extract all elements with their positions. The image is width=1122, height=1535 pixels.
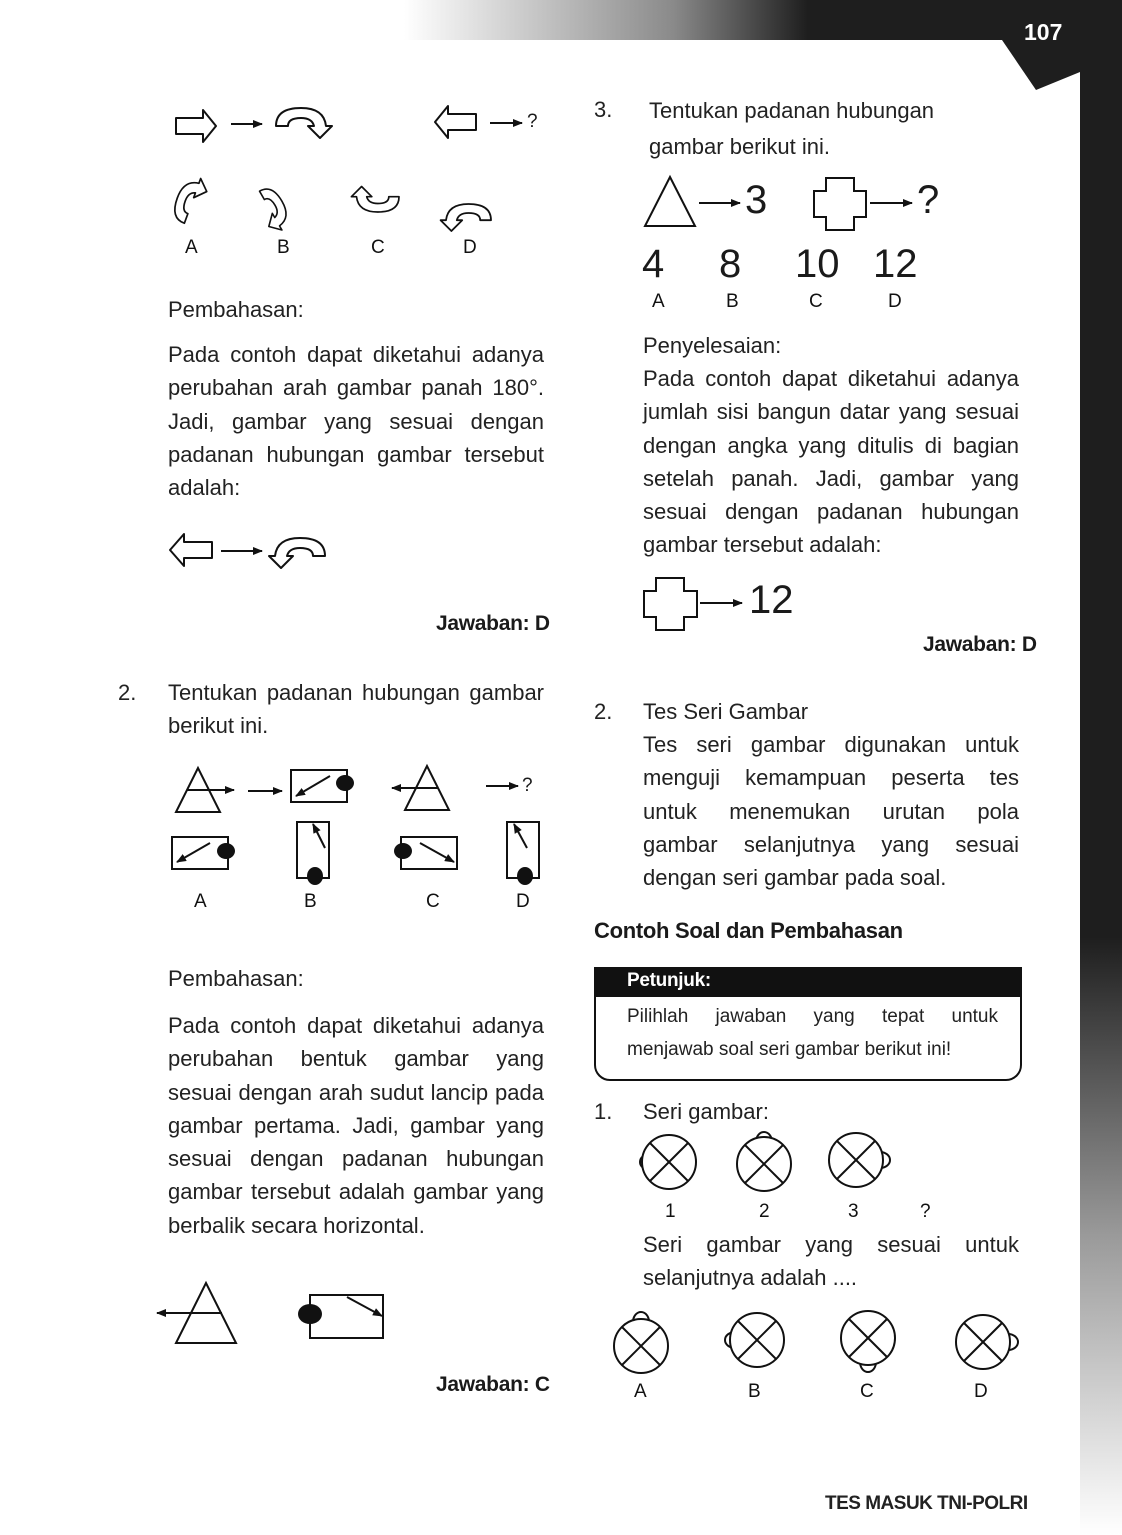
- q2-option-b: B: [304, 891, 317, 912]
- page-footer: TES MASUK TNI-POLRI: [825, 1493, 1028, 1514]
- series-1-icon: [640, 1135, 696, 1189]
- q2-option-a: A: [194, 891, 207, 912]
- q1-option-b: B: [277, 237, 290, 258]
- q3-choice-c: 10: [795, 242, 840, 286]
- q3-penyelesaian-heading: Penyelesaian:: [643, 333, 782, 358]
- petunjuk-title: Petunjuk:: [627, 970, 711, 991]
- option-d-circle-icon: [956, 1315, 1018, 1369]
- q3-option-d: D: [888, 291, 902, 312]
- section2-number: 2.: [594, 699, 613, 724]
- option-c-circle-icon: [841, 1311, 895, 1372]
- q1-pembahasan-heading: Pembahasan:: [168, 297, 304, 322]
- q3-question-mark: ?: [917, 178, 940, 222]
- q2-pembahasan-text: Pada contoh dapat diketahui adanya perubahan bentuk gambar yang sesuai dengan arah sudut lancip pada gambar pertama. Jadi, gambar yang sesuai dengan padanan hubungan gambar tersebut adalah gambar yang berbalik secara horizontal.: [168, 1013, 544, 1238]
- seri-option-d: D: [974, 1381, 988, 1402]
- seri-label-1: 1: [665, 1201, 676, 1222]
- q1-question-mark: ?: [527, 111, 538, 132]
- seri-option-c: C: [860, 1381, 874, 1402]
- seri-question: Seri gambar yang sesuai untuk selanjutnya adalah ....: [643, 1232, 1019, 1291]
- seri-label-2: 2: [759, 1201, 770, 1222]
- q3-option-a: A: [652, 291, 665, 312]
- q3-penyelesaian-text: Pada contoh dapat diketahui adanya jumlah sisi bangun datar yang sesuai dengan angka yang ditulis di bagian setelah panah. Jadi, gambar yang sesuai dengan padanan hubungan gambar tersebut adalah:: [643, 366, 1019, 558]
- series-2-icon: [737, 1132, 791, 1191]
- option-b-circle-icon: [725, 1313, 784, 1367]
- seri-label-3: 3: [848, 1201, 859, 1222]
- section2-title: Tes Seri Gambar: [643, 699, 809, 724]
- series-3-icon: [829, 1133, 890, 1187]
- seri-option-a: A: [634, 1381, 647, 1402]
- seri-label-question: ?: [920, 1201, 931, 1222]
- q1-answer: Jawaban: D: [436, 612, 550, 635]
- q3-question: Tentukan padanan hubungan gambar berikut ini.: [649, 98, 935, 159]
- q3-result-value: 12: [749, 578, 794, 622]
- q2-answer: Jawaban: C: [436, 1373, 550, 1396]
- q2-question: Tentukan padanan hubungan gambar berikut ini.: [168, 680, 544, 739]
- q3-answer: Jawaban: D: [923, 633, 1037, 656]
- q1-option-c: C: [371, 237, 385, 258]
- q2-option-d: D: [516, 891, 530, 912]
- seri-title: Seri gambar:: [643, 1099, 769, 1124]
- q3-option-c: C: [809, 291, 823, 312]
- q1-option-d: D: [463, 237, 477, 258]
- q2-pembahasan-heading: Pembahasan:: [168, 966, 304, 991]
- seri-option-b: B: [748, 1381, 761, 1402]
- q1-pembahasan-text: Pada contoh dapat diketahui adanya perubahan arah gambar panah 180°. Jadi, gambar yang sesuai dengan padanan hubungan gambar tersebut adalah:: [168, 342, 544, 501]
- q3-choice-b: 8: [719, 242, 742, 286]
- q3-number: 3.: [594, 97, 613, 122]
- q3-choice-a: 4: [642, 242, 665, 286]
- q3-choice-d: 12: [873, 242, 918, 286]
- q2-number: 2.: [118, 680, 137, 705]
- page-number: 107: [1024, 19, 1063, 45]
- section2-text: Tes seri gambar digunakan untuk menguji kemampuan peserta tes untuk menemukan urutan pola gambar selanjutnya yang sesuai dengan seri gambar pada soal.: [643, 732, 1019, 891]
- q2-question-mark: ?: [522, 775, 533, 796]
- petunjuk-text: Pilihlah jawaban yang tepat untuk menjawab soal seri gambar berikut ini!: [627, 1006, 998, 1060]
- contoh-heading: Contoh Soal dan Pembahasan: [594, 918, 903, 943]
- option-a-circle-icon: [614, 1312, 668, 1373]
- q3-option-b: B: [726, 291, 739, 312]
- q2-option-c: C: [426, 891, 440, 912]
- seri-number: 1.: [594, 1099, 613, 1124]
- q3-example-value: 3: [745, 178, 768, 222]
- q1-option-a: A: [185, 237, 198, 258]
